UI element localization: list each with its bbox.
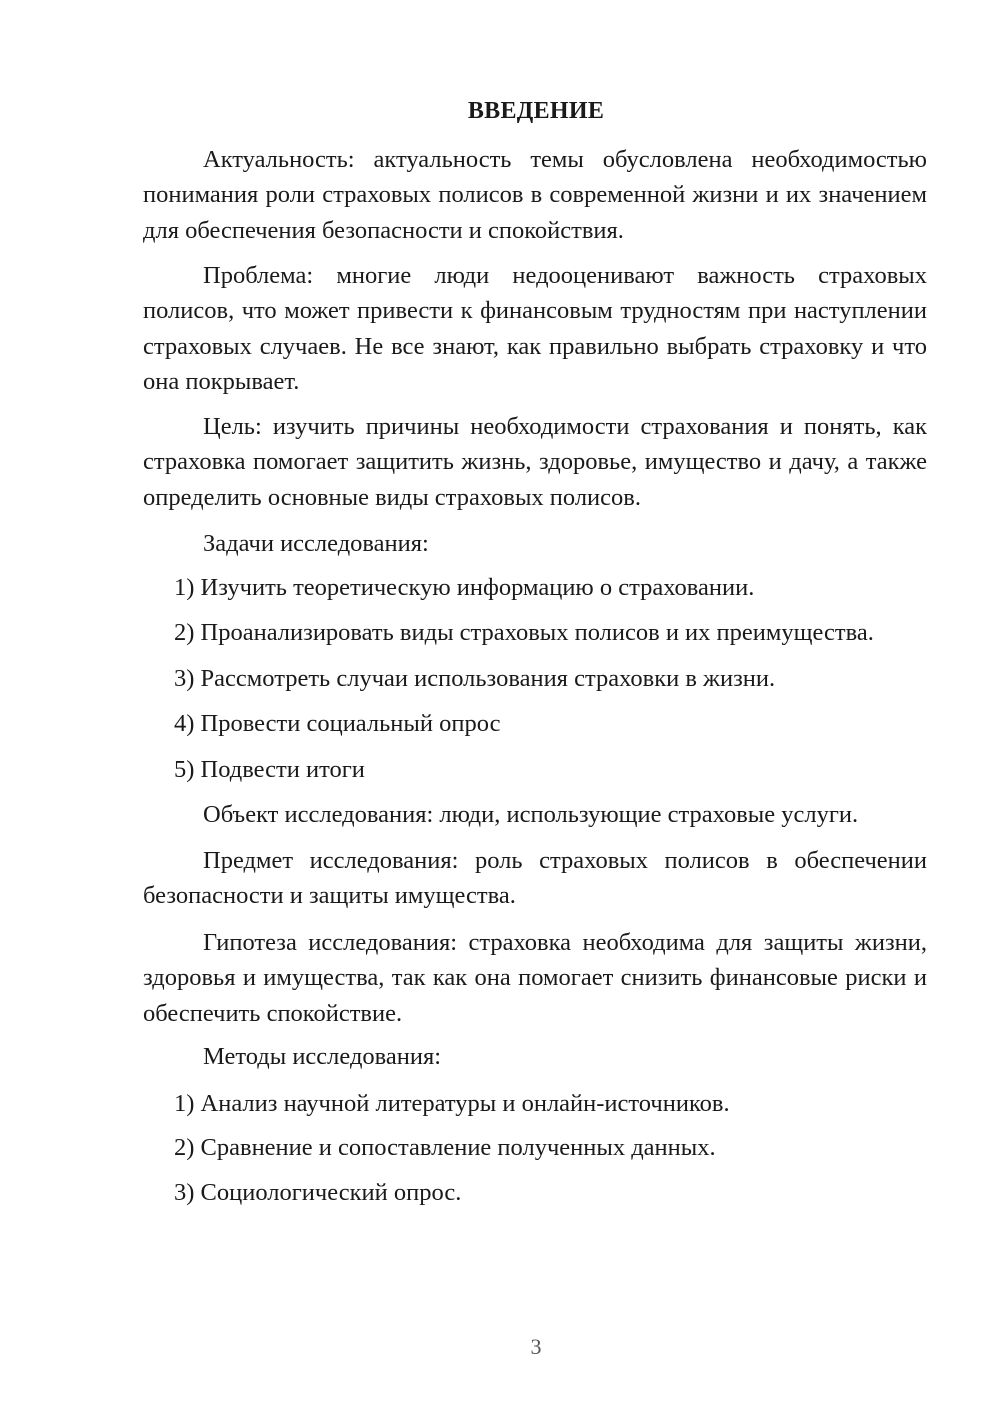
relevance-paragraph: Актуальность: актуальность темы обусловлена необходимостью понимания роли страховых полисов в современной жизни и их значением для обеспечения безопасности и спокойствия. bbox=[143, 146, 927, 244]
task-item: 2) Проанализировать виды страховых полисов и их преимущества. bbox=[174, 619, 874, 646]
task-item: 5) Подвести итоги bbox=[174, 756, 365, 783]
page-number: 3 bbox=[530, 1334, 542, 1359]
problem-paragraph: Проблема: многие люди недооценивают важность страховых полисов, что может привести к финансовым трудностям при наступлении страховых случаев. Не все знают, как правильно выбрать страховку и что она покрывает. bbox=[143, 262, 927, 395]
subject-paragraph: Предмет исследования: роль страховых полисов в обеспечении безопасности и защиты имущества. bbox=[143, 847, 927, 910]
section-title: ВВЕДЕНИЕ bbox=[467, 98, 605, 124]
object-line: Объект исследования: люди, использующие страховые услуги. bbox=[203, 801, 859, 828]
task-item: 4) Провести социальный опрос bbox=[174, 710, 501, 737]
methods-heading: Методы исследования: bbox=[203, 1043, 442, 1070]
method-item: 1) Анализ научной литературы и онлайн-источников. bbox=[174, 1090, 730, 1117]
task-item: 1) Изучить теоретическую информацию о страховании. bbox=[174, 574, 755, 601]
hypothesis-paragraph: Гипотеза исследования: страховка необходима для защиты жизни, здоровья и имущества, так как она помогает снизить финансовые риски и обеспечить спокойствие. bbox=[143, 929, 927, 1027]
method-item: 3) Социологический опрос. bbox=[174, 1179, 462, 1206]
task-item: 3) Рассмотреть случаи использования страховки в жизни. bbox=[174, 665, 776, 692]
method-item: 2) Сравнение и сопоставление полученных данных. bbox=[174, 1134, 716, 1161]
goal-paragraph: Цель: изучить причины необходимости страхования и понять, как страховка помогает защитить жизнь, здоровье, имущество и дачу, а также определить основные виды страховых полисов. bbox=[143, 413, 927, 511]
tasks-heading: Задачи исследования: bbox=[203, 530, 429, 557]
